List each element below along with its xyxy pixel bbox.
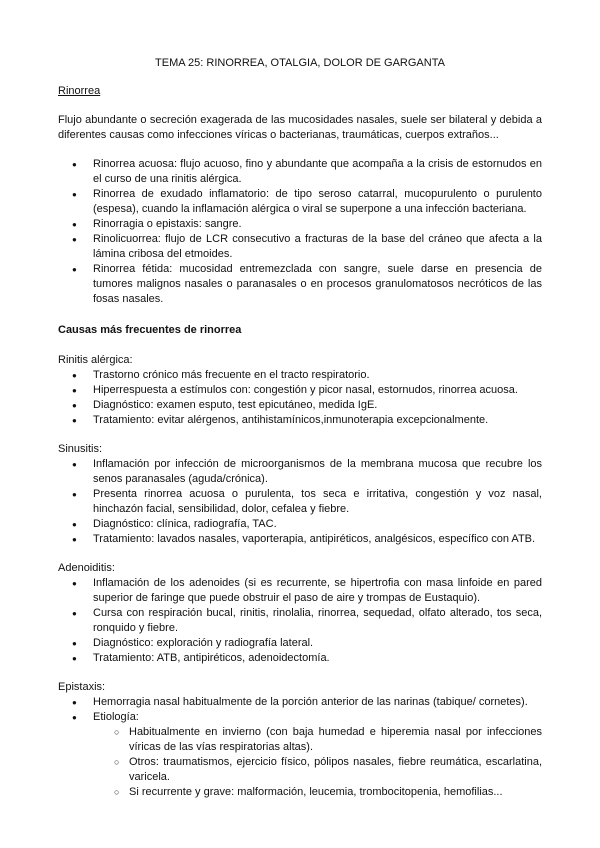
list-item: ● Rinorrea de exudado inflamatorio: de tipo seroso catarral, mucopurulento o purulento (espesa), cuando la inflamación alérgica o viral se superpone a una infección bacteriana. (58, 187, 542, 217)
etiologia-label: Etiología: (93, 711, 139, 723)
rinorrea-intro: Flujo abundante o secreción exagerada de las mucosidades nasales, suele ser bilateral y debida a diferentes causas como infecciones víricas o bacterianas, traumáticas, cuerpos extraños... (58, 114, 542, 141)
list-item: ● Tratamiento: evitar alérgenos, antihistamínicos,inmunoterapia excepcionalmente. (58, 413, 542, 428)
list-item: ● Presenta rinorrea acuosa o purulenta, tos seca e irritativa, congestión y voz nasal, hinchazón facial, sensibilidad, dolor, cefalea y fiebre. (58, 487, 542, 517)
document-page (58, 56, 542, 814)
list-item: ● Trastorno crónico más frecuente en el tracto respiratorio. (58, 368, 542, 383)
rinorrea-types-list (58, 157, 542, 307)
list-item-etiologia (58, 710, 542, 800)
section-heading-causas: Causas más frecuentes de rinorrea (58, 324, 242, 336)
list-item: ● Rinolicuorrea: flujo de LCR consecutivo a fracturas de la base del cráneo que afecta a la lámina cribosa del etmoides. (58, 232, 542, 262)
list-item: ● Rinorrea acuosa: flujo acuoso, fino y abundante que acompaña a la crisis de estornudos en el curso de una rinitis alérgica. (58, 157, 542, 187)
sub-list-item: ○ Si recurrente y grave: malformación, leucemia, trombocitopenia, hemofilias... (93, 785, 542, 800)
rinitis-list (58, 368, 542, 428)
group-title-epistaxis: Epistaxis: (58, 681, 106, 693)
section-heading-rinorrea: Rinorrea (58, 85, 101, 97)
list-item: ● Hemorragia nasal habitualmente de la porción anterior de las narinas (tabique/ cornetes). (58, 695, 542, 710)
list-item: ● Tratamiento: ATB, antipiréticos, adenoidectomía. (58, 651, 542, 666)
list-item: ● Diagnóstico: examen esputo, test epicutáneo, medida IgE. (58, 398, 542, 413)
document-title: TEMA 25: RINORREA, OTALGIA, DOLOR DE GARGANTA (155, 57, 445, 69)
group-title-adenoiditis: Adenoiditis: (58, 562, 115, 574)
list-item: ● Diagnóstico: clínica, radiografía, TAC. (58, 517, 542, 532)
sub-list-item: ○ Habitualmente en invierno (con baja humedad e hiperemia nasal por infecciones víricas de las vías respiratorias altas). (93, 725, 542, 755)
etiologia-sublist (93, 725, 542, 800)
list-item: ● Diagnóstico: exploración y radiografía lateral. (58, 636, 542, 651)
list-item: ● Inflamación de los adenoides (si es recurrente, se hipertrofia con masa linfoide en pared superior de faringe que puede obstruir el paso de aire y trompas de Eustaquio). (58, 576, 542, 606)
list-item: ● Cursa con respiración bucal, rinitis, rinolalia, rinorrea, sequedad, olfato alterado, tos seca, ronquido y fiebre. (58, 606, 542, 636)
sinusitis-list (58, 457, 542, 547)
epistaxis-list (58, 695, 542, 800)
group-title-rinitis: Rinitis alérgica: (58, 354, 133, 366)
group-title-sinusitis: Sinusitis: (58, 443, 103, 455)
list-item: ● Hiperrespuesta a estímulos con: congestión y picor nasal, estornudos, rinorrea acuosa. (58, 383, 542, 398)
list-item: ● Inflamación por infección de microorganismos de la membrana mucosa que recubre los senos paranasales (aguda/crónica). (58, 457, 542, 487)
sub-list-item: ○ Otros: traumatismos, ejercicio físico, pólipos nasales, fiebre reumática, escarlatina, varicela. (93, 755, 542, 785)
list-item: ● Rinorrea fétida: mucosidad entremezclada con sangre, suele darse en presencia de tumores malignos nasales o paranasales o en procesos granulomatosos necróticos de las fosas nasales. (58, 262, 542, 307)
list-item: ● Rinorragia o epistaxis: sangre. (58, 217, 542, 232)
adenoiditis-list (58, 576, 542, 666)
list-item: ● Tratamiento: lavados nasales, vaporterapia, antipiréticos, analgésicos, específico con ATB. (58, 532, 542, 547)
